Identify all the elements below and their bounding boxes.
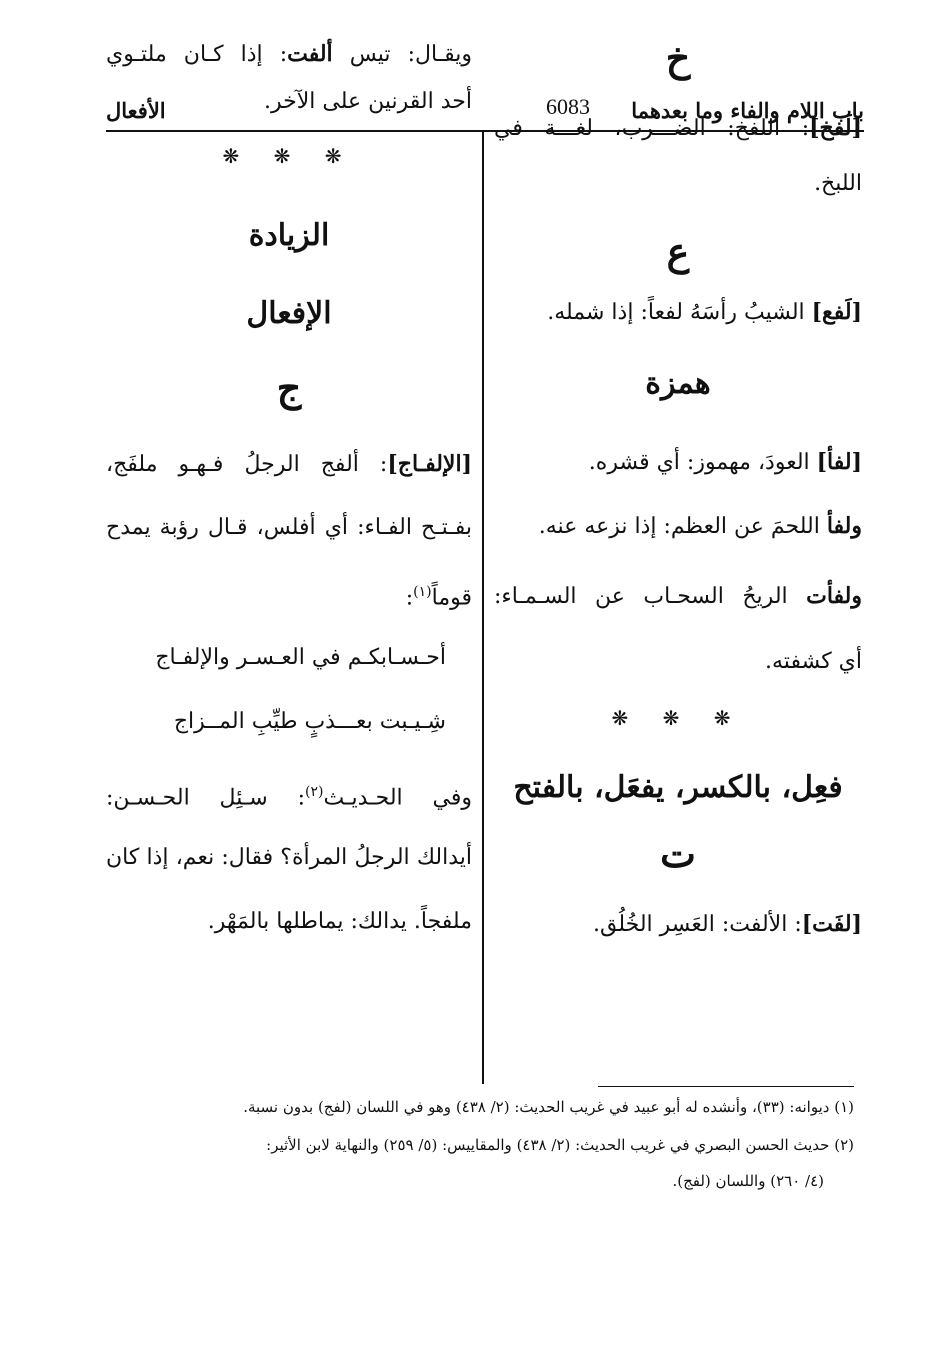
entry-lafa: [لَفع] الشيبُ رأسَهُ لفعاً: إذا شمله. <box>547 299 862 325</box>
entry-ilfaj: [الإلفـاج]: ألفج الرجلُ فـهـو ملفَج، <box>106 451 472 477</box>
entry-lafaat-cont: أي كشفته. <box>765 649 862 674</box>
letter-heading-kha: خ <box>665 35 691 80</box>
separator-stars: ❋ ❋ ❋ <box>611 706 745 730</box>
entry-lafkh: [لَفخ]: اللفخ: الضـــرب، لغـــة في <box>494 115 862 141</box>
letter-heading-ta: ت <box>660 831 696 876</box>
entry-hadith: وفي الحـديـث$^{(٢)}$: سـئِل الحـسـن: <box>106 784 472 811</box>
entry-term: [الإلفـاج] <box>387 451 472 477</box>
page-number: 6083 <box>546 94 590 119</box>
entry-term: [لفأ] <box>816 449 862 475</box>
entry-term: [لفَت] <box>801 911 862 937</box>
section-heading-ifal: الإفعال <box>246 296 332 331</box>
footnote-ref: (٢) <box>305 784 324 800</box>
entry-lafaa-2: ولفأ اللحمَ عن العظم: إذا نزعه عنه. <box>538 513 862 539</box>
entry-lafaat: ولفأت الريحُ السحـاب عن السـمـاء: <box>494 583 862 609</box>
entry-ilfaj-cont: بفـتـح الفـاء: أي أفلس، قـال رؤبة يمدح <box>106 515 472 540</box>
separator-stars: ❋ ❋ ❋ <box>222 144 356 168</box>
footnote-2: (٢) حديث الحسن البصري في غريب الحديث: (٢/ ٤٣٨) والمقاييس: (٥/ ٢٥٩) والنهاية لابن الأثير: <box>266 1136 854 1154</box>
section-heading-ziyada: الزيادة <box>248 218 330 253</box>
footnote-2-cont: (٤/ ٢٦٠) واللسان (لفج). <box>672 1172 824 1190</box>
entry-lafkh-cont: اللبخ. <box>814 171 862 196</box>
entry-alfat: ويقـال: تيس ألفت: إذا كـان ملتـوي <box>106 41 472 67</box>
verse-line-2: شِـيـبت بعـــذبٍ طيِّبِ المــزاج <box>173 709 446 734</box>
footnote-rule <box>598 1086 854 1087</box>
entry-alfat-cont: أحد القرنين على الآخر. <box>264 89 472 114</box>
entry-term: ولفأت <box>806 583 862 609</box>
entry-term: [لَفع] <box>811 299 862 325</box>
entry-ilfaj-cont-2: قوماً$^{(١)}$: <box>405 584 472 611</box>
verse-line-1: أحـسـابكـم في العـسـر والإلفـاج <box>155 645 446 670</box>
footnote-1: (١) ديوانه: (٣٣)، وأنشده له أبو عبيد في غريب الحديث: (٢/ ٤٣٨) وهو في اللسان (لفج) بدون نسبة. <box>243 1098 854 1116</box>
entry-hadith-cont-2: ملفجاً. يدالك: يماطلها بالمَهْر. <box>207 909 472 934</box>
entry-term: ألفت <box>287 41 333 67</box>
section-title: الأفعال <box>106 97 166 123</box>
section-heading-hamza: همزة <box>645 366 711 401</box>
entry-term: [لَفخ] <box>809 115 862 141</box>
section-heading-faila: فعِل، بالكسر، يفعَل، بالفتح <box>513 770 843 805</box>
entry-laft: [لفَت]: الألفت: العَسِر الخُلُق. <box>593 911 862 937</box>
chapter-title: باب اللام والفاء وما بعدهما <box>631 97 864 123</box>
entry-term: ولفأ <box>826 513 862 539</box>
entry-hadith-cont: أيدالك الرجلُ المرأة؟ فقال: نعم، إذا كان <box>106 845 472 870</box>
letter-heading-ayn: ع <box>666 229 690 274</box>
entry-lafaa: [لفأ] العودَ، مهموز: أي قشره. <box>588 449 862 475</box>
column-divider <box>482 130 484 1084</box>
footnote-ref: (١) <box>413 584 432 600</box>
letter-heading-jim: ج <box>276 365 302 410</box>
